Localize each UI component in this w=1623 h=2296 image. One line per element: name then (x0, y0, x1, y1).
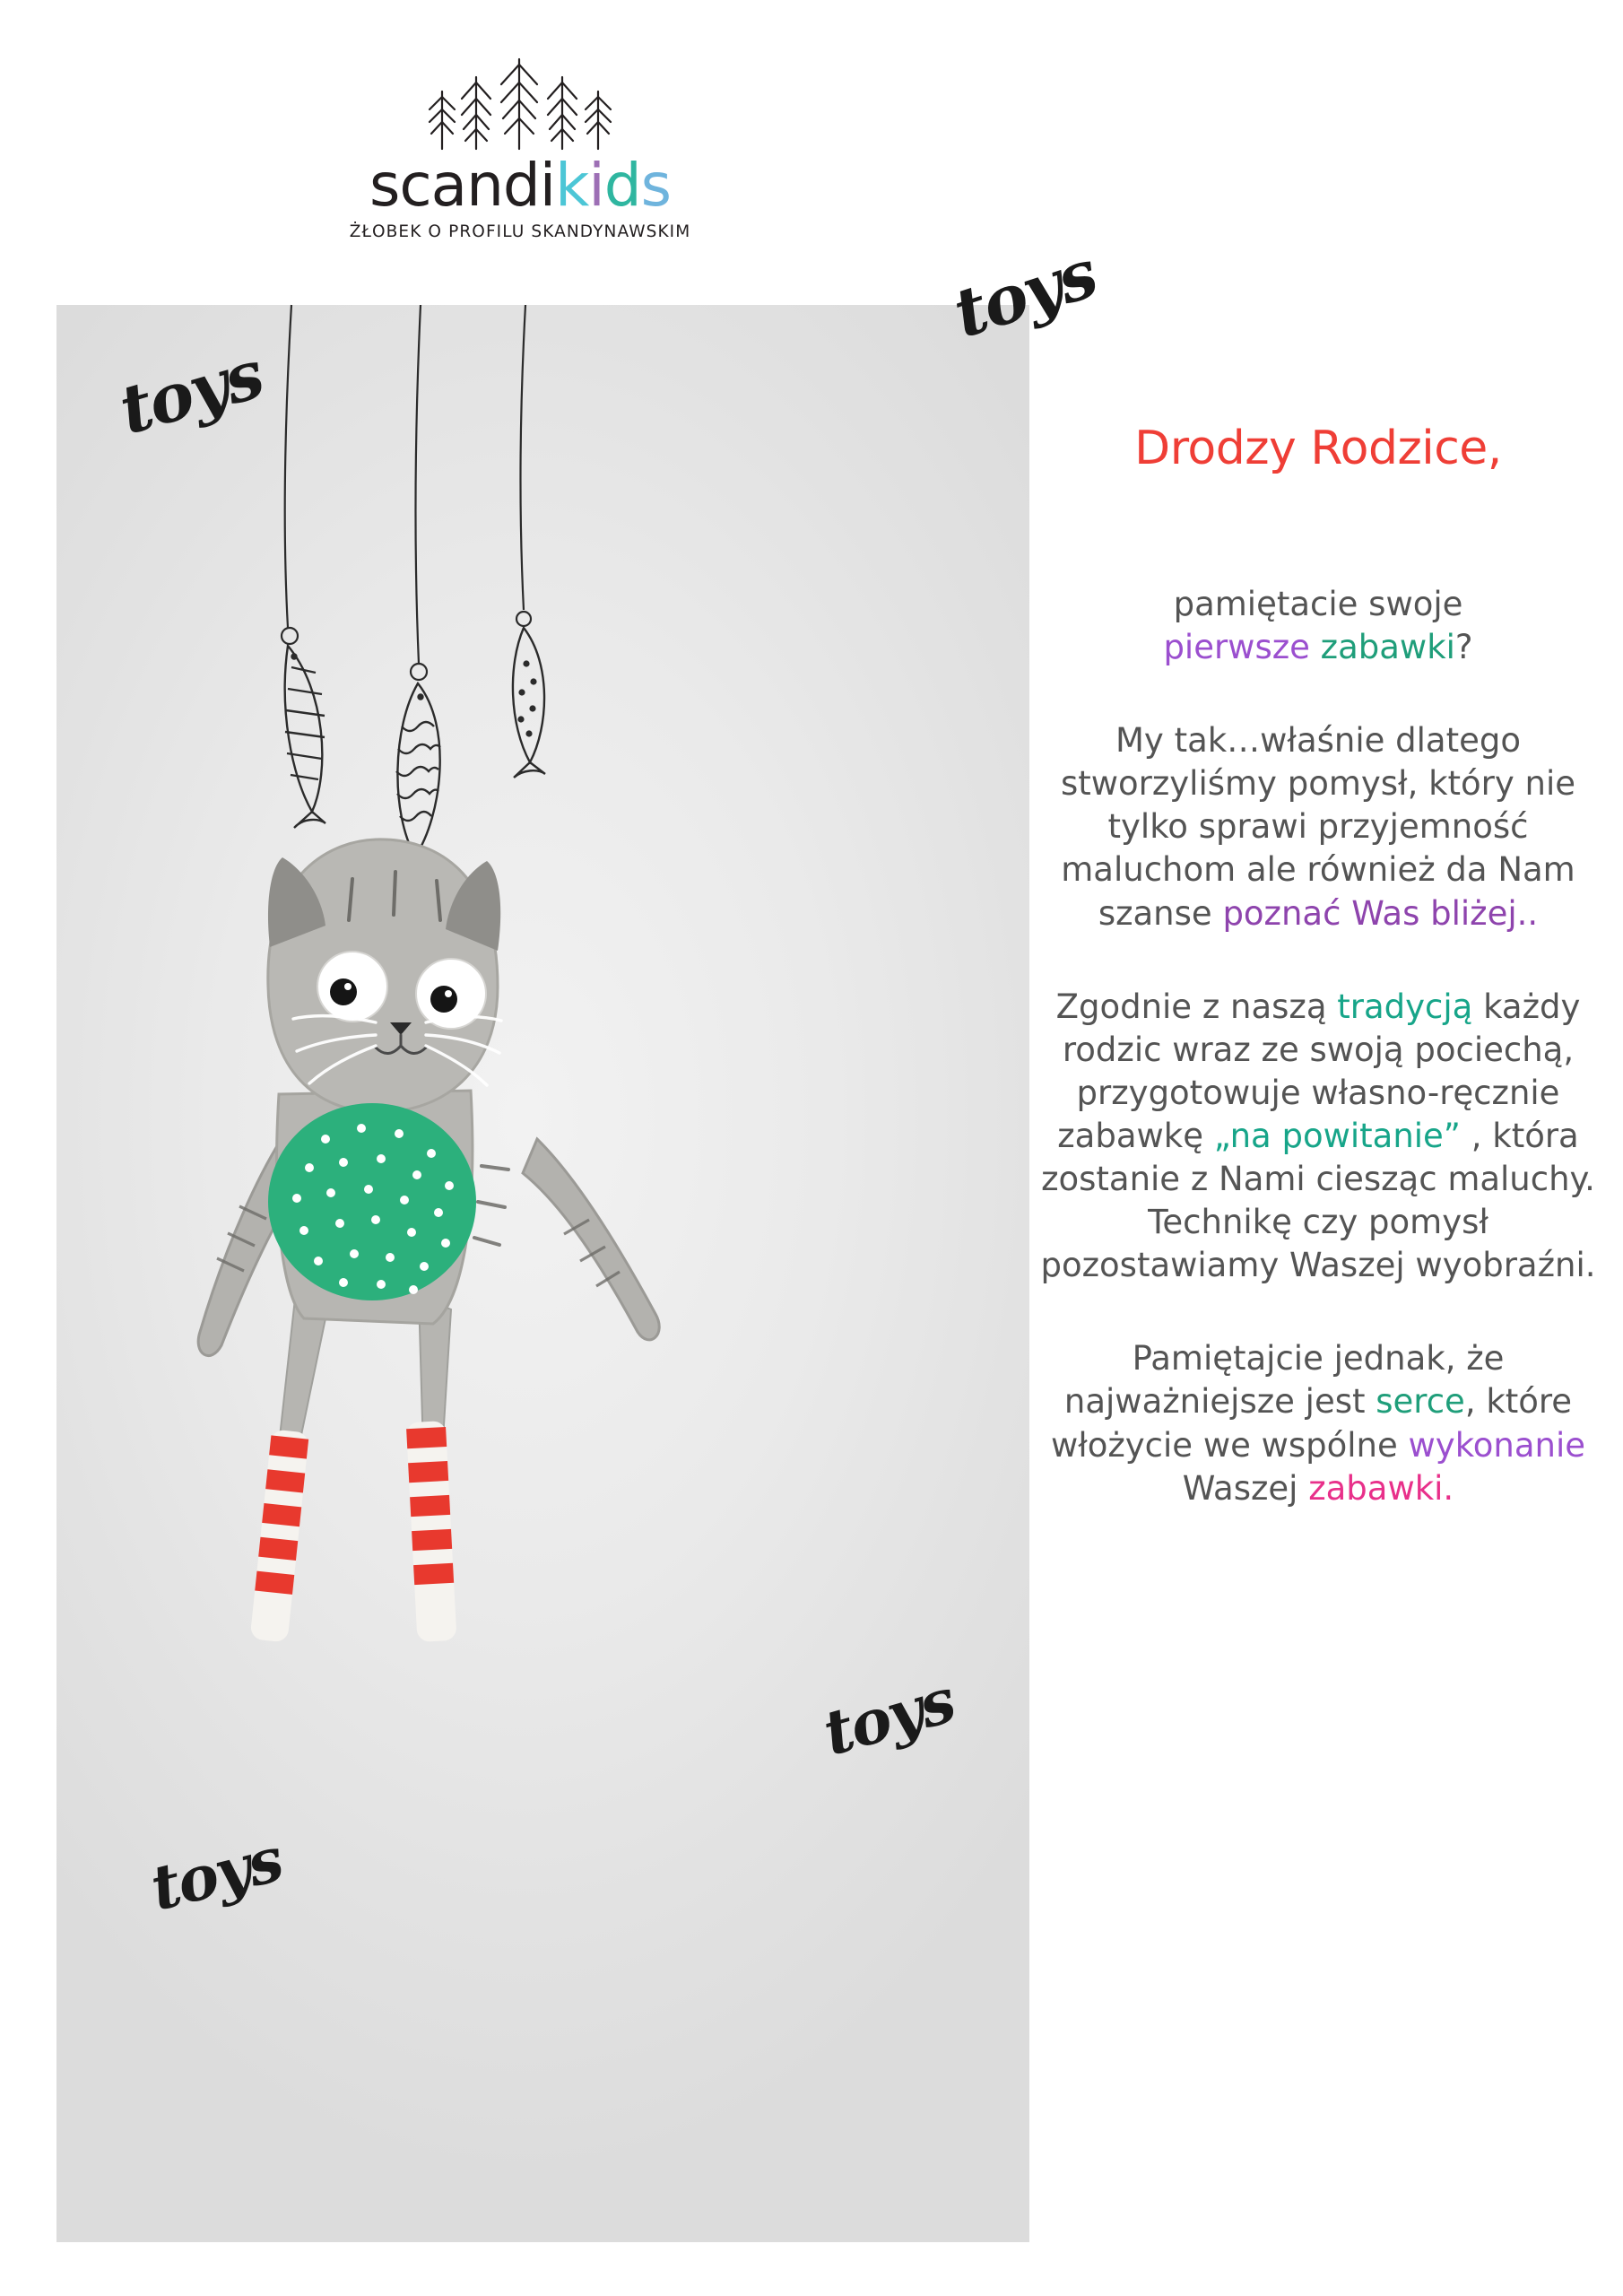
logo-word-s: s (640, 151, 672, 220)
photo-illustration (56, 305, 1029, 2242)
p4-text-c: Waszej (1182, 1468, 1309, 1508)
p2-text: My tak…właśnie dlatego stworzyliśmy pomysł, który nie tylko sprawi przyjemność maluchom ale również da Nam szanse (1060, 721, 1576, 933)
toys-sticker: toys (111, 335, 271, 450)
logo-word-k: k (555, 151, 589, 220)
p3-highlight-tradycja: tradycją (1337, 987, 1473, 1026)
p1-highlight-purple: pierwsze (1163, 628, 1310, 667)
p3-highlight-powitanie: „na powitanie” (1213, 1116, 1461, 1155)
toys-sticker: toys (944, 235, 1106, 353)
logo-block (305, 54, 735, 241)
toys-sticker: toys (143, 1823, 290, 1926)
p3-text-a: Zgodnie z naszą (1055, 987, 1338, 1026)
p4-text-a: Pamiętajcie jednak, że najważniejsze jest (1063, 1339, 1505, 1422)
letter-text-column (1040, 422, 1596, 1561)
logo-word-scandi: scandi (369, 151, 556, 220)
toys-sticker: toys (815, 1665, 962, 1770)
p1-tail: ? (1454, 628, 1473, 667)
paragraph-3 (1040, 986, 1596, 1288)
logo-word-i: i (588, 151, 604, 220)
paragraph-1 (1040, 583, 1596, 669)
logo-word-d: d (603, 151, 641, 220)
p3-text-b: każdy rodzic wraz ze swoją pociechą, przygotowuje własno-ręcznie zabawkę (1057, 987, 1581, 1155)
p4-highlight-zabawki: zabawki. (1308, 1468, 1454, 1508)
p4-highlight-serce: serce (1376, 1382, 1465, 1422)
p4-text-b: , które włożycie we wspólne (1050, 1382, 1573, 1465)
p4-highlight-wykonanie: wykonanie (1408, 1425, 1586, 1465)
p1-highlight-green: zabawki (1320, 628, 1455, 667)
p3-text-c: , która zostanie z Nami ciesząc maluchy. Technikę czy pomysł pozostawiamy Waszej wyobraźni. (1040, 1116, 1596, 1285)
p2-highlight: poznać Was bliżej.. (1222, 893, 1539, 933)
p1-line1: pamiętacie swoje (1173, 585, 1463, 623)
logo-wordmark (305, 151, 735, 220)
logo-tagline: ŻŁOBEK O PROFILU SKANDYNAWSKIM (349, 222, 691, 241)
paragraph-2 (1040, 719, 1596, 935)
page-title: Drodzy Rodzice, (1134, 422, 1502, 475)
paragraph-4 (1040, 1337, 1596, 1509)
pine-trees-icon (408, 54, 632, 152)
toy-photo (56, 235, 1106, 2242)
